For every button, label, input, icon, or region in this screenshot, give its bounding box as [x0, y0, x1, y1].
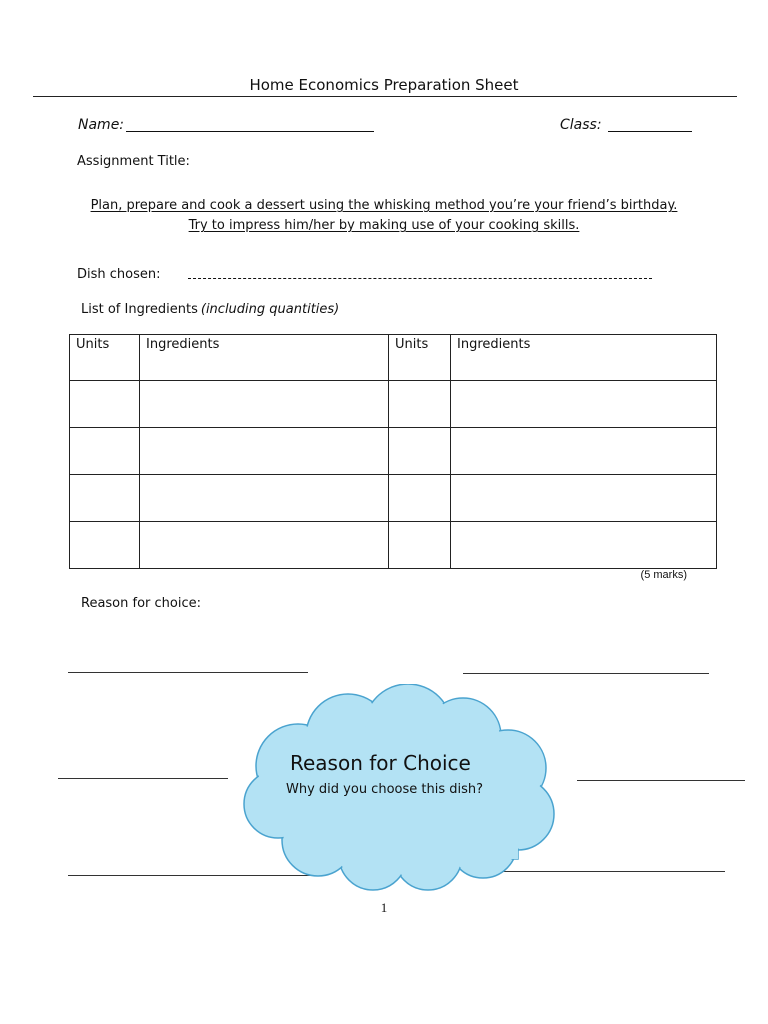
cloud-title: Reason for Choice: [290, 751, 471, 775]
column-header-units: Units: [389, 335, 451, 381]
class-field[interactable]: [608, 131, 692, 132]
assignment-line-1: Plan, prepare and cook a dessert using the whisking method you’re your friend’s birthday.: [90, 198, 678, 213]
table-row: [70, 428, 717, 475]
table-cell[interactable]: [451, 428, 717, 475]
table-row: [70, 522, 717, 569]
table-cell[interactable]: [140, 428, 389, 475]
table-cell[interactable]: [389, 475, 451, 522]
answer-line[interactable]: [58, 778, 228, 779]
ingredients-note: (including quantities): [200, 302, 340, 317]
ingredients-label-text: List of Ingredients: [81, 302, 198, 317]
dish-chosen-field[interactable]: [188, 278, 652, 279]
class-label: Class:: [560, 117, 602, 133]
table-cell[interactable]: [389, 381, 451, 428]
assignment-title-label: Assignment Title:: [77, 154, 190, 169]
table-cell[interactable]: [70, 475, 140, 522]
answer-line[interactable]: [577, 780, 745, 781]
table-cell[interactable]: [389, 522, 451, 569]
column-header-units: Units: [70, 335, 140, 381]
column-header-ingredients: Ingredients: [451, 335, 717, 381]
name-field[interactable]: [126, 131, 374, 132]
ingredients-table: [69, 334, 717, 569]
table-row: [70, 475, 717, 522]
table-cell[interactable]: [140, 475, 389, 522]
table-row: [70, 381, 717, 428]
table-cell[interactable]: [389, 428, 451, 475]
dish-chosen-label: Dish chosen:: [77, 267, 161, 282]
table-cell[interactable]: [451, 522, 717, 569]
table-header-row: [70, 335, 717, 381]
table-cell[interactable]: [451, 381, 717, 428]
table-cell[interactable]: [70, 381, 140, 428]
title-rule: [33, 96, 737, 97]
name-label: Name:: [78, 117, 125, 133]
column-header-ingredients: Ingredients: [140, 335, 389, 381]
table-cell[interactable]: [451, 475, 717, 522]
answer-line[interactable]: [463, 673, 709, 674]
page-number: 1: [380, 900, 388, 915]
table-cell[interactable]: [70, 522, 140, 569]
assignment-line-2: Try to impress him/her by making use of your cooking skills.: [188, 218, 580, 233]
marks-label: (5 marks): [640, 569, 687, 581]
page-title: Home Economics Preparation Sheet: [249, 76, 519, 94]
reason-label: Reason for choice:: [81, 596, 201, 611]
table-cell[interactable]: [70, 428, 140, 475]
answer-line[interactable]: [68, 672, 308, 673]
cloud-text: Why did you choose this dish?: [286, 782, 484, 797]
table-cell[interactable]: [140, 381, 389, 428]
ingredients-label: [81, 302, 339, 317]
table-cell[interactable]: [140, 522, 389, 569]
